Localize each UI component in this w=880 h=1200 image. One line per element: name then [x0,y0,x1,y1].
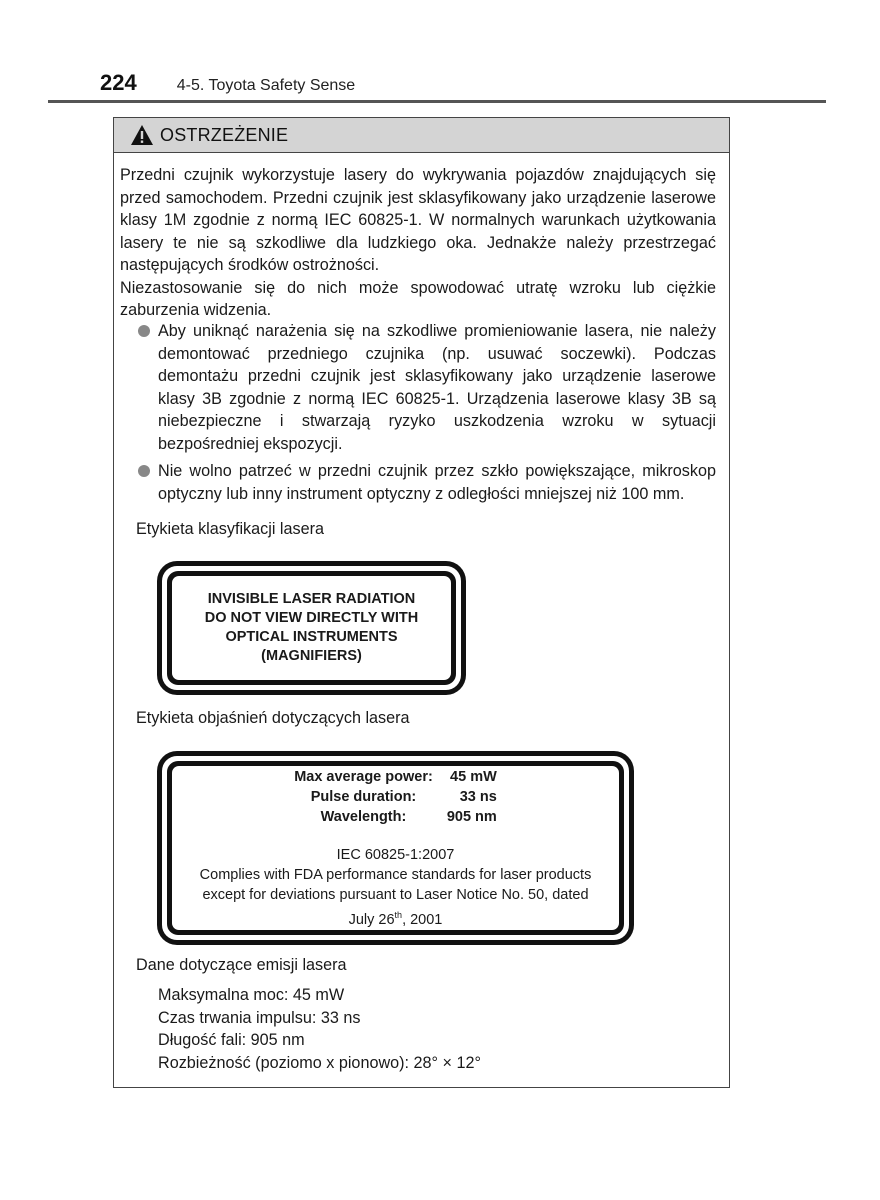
table-row [294,787,497,807]
emission-line-2: Czas trwania impulsu: 33 ns [158,1008,361,1027]
spec-value: 905 nm [446,808,497,825]
standard-line: IEC 60825-1:2007 [336,846,455,863]
spec-value: 45 mW [450,768,497,785]
spec-key: Pulse duration: [310,788,417,805]
warning-title: OSTRZEŻENIE [160,124,289,145]
bullet-dot-icon [138,325,150,337]
spec-value: 33 ns [459,788,497,805]
caption-emission: Dane dotyczące emisji lasera [136,956,347,974]
fda-statement [200,845,592,930]
warning-box [113,117,730,1088]
header-divider [48,100,826,103]
list-item [138,320,716,455]
caption-explanation: Etykieta objaśnień dotyczących lasera [136,709,410,727]
spec-table [294,767,497,827]
explanation-label [157,751,634,945]
classification-line-4: (MAGNIFIERS) [261,648,362,664]
bullet-dot-icon [138,465,150,477]
warning-bullets [138,320,716,510]
caption-classification: Etykieta klasyfikacji lasera [136,520,325,538]
classification-label [157,561,466,695]
classification-line-2: DO NOT VIEW DIRECTLY WITH [204,610,419,626]
intro-paragraph-2: Niezastosowanie się do nich może spowodować utratę wzroku lub ciężkie zaburzenia widzenia. [120,278,716,319]
table-row [294,807,497,827]
emission-line-1: Maksymalna moc: 45 mW [158,986,345,1004]
bullet-text: Nie wolno patrzeć w przedni czujnik przez szkło powiększające, mikroskop optyczny lub inny instrument optyczny z odległości mniejszej niż 100 mm. [158,462,716,503]
warning-intro [120,164,716,322]
intro-paragraph-1: Przedni czujnik wykorzystuje lasery do wykrywania pojazdów znajdujących się przed samochodem. Przedni czujnik jest sklasyfikowany jako urządzenie laserowe klasy 1M zgodnie z normą IEC 60825-1. W normalnych warunkach użytkowania lasery te nie są szkodliwe dla ludzkiego oka. Jednakże należy przestrzegać następujących środków ostrożności. [120,166,716,274]
page-number: 224 [100,70,137,95]
fda-line-2: except for deviations pursuant to Laser Notice No. 50, dated [202,886,589,903]
spec-key: Max average power: [294,768,433,785]
page-header [100,70,355,96]
emission-line-3: Długość fali: 905 nm [158,1031,305,1049]
fda-line-1: Complies with FDA performance standards for laser products [199,866,592,883]
section-title: 4-5. Toyota Safety Sense [176,77,356,94]
emission-data [158,984,481,1074]
emission-line-4: Rozbieżność (poziomo x pionowo): 28° × 12° [158,1053,481,1072]
list-item [138,460,716,505]
bullet-text: Aby uniknąć narażenia się na szkodliwe promieniowanie lasera, nie należy demontować przedniego czujnika (np. usuwać soczewki). Podczas demontażu przedni czujnik jest sklasyfikowany jako urządzenie laserowe klasy 3B zgodnie z normą IEC 60825-1. Urządzenia laserowe klasy 3B są niebezpieczne i stwarzają ryzyko uszkodzenia wzroku w sytuacji bezpośredniej ekspozycji. [158,322,716,453]
warning-triangle-icon [130,124,154,146]
spec-key: Wavelength: [320,808,407,825]
classification-line-3: OPTICAL INSTRUMENTS [225,629,398,645]
date-line: July 26th, 2001 [348,909,443,928]
table-row [294,767,497,787]
classification-line-1: INVISIBLE LASER RADIATION [207,591,416,607]
warning-header [114,118,729,153]
